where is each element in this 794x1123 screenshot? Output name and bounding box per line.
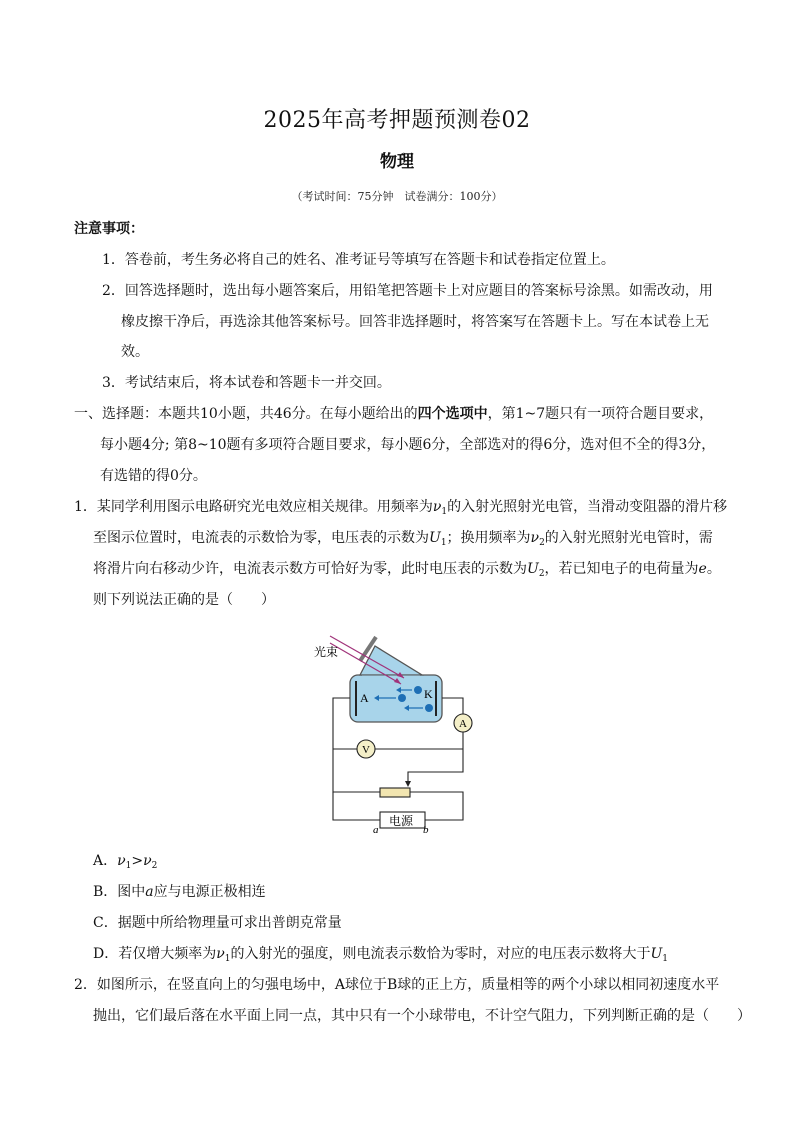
note-item-2-line3: 效。	[121, 344, 149, 360]
q1-l3-text-a: 将滑片向右移动少许，电流表示数方可恰好为零，此时电压表的示数为	[93, 561, 527, 577]
u-symbol: U	[429, 530, 441, 546]
section1-line1	[74, 404, 713, 424]
q1-l1-text-b: 的入射光照射光电管，当滑动变阻器的滑片移	[447, 499, 728, 515]
gt-symbol: >	[131, 853, 144, 869]
note-item-2-line1: 2．回答选择题时，选出每小题答案后，用铅笔把答题卡上对应题目的答案标号涂黑。如需改动，用	[102, 283, 713, 299]
e-symbol: e	[698, 561, 707, 577]
subscript: 1	[662, 954, 669, 964]
section1-text-a: 本题共10小题，共46分。在每小题给出的	[158, 406, 418, 422]
notes-heading: 注意事项：	[74, 221, 144, 237]
nu-symbol: ν	[117, 853, 126, 869]
subscript: 1	[224, 954, 231, 964]
u-symbol: U	[527, 561, 539, 577]
voltmeter-label: V	[362, 744, 370, 756]
q1-line4: 则下列说法正确的是（ ）	[93, 592, 275, 608]
electron-2	[398, 694, 406, 702]
subscript: 2	[538, 569, 545, 579]
nu-symbol: ν	[432, 499, 442, 515]
section1-text-c: ，第1~7题只有一项符合题目要求，	[487, 406, 714, 422]
ammeter-label: A	[459, 718, 467, 730]
q1-option-a	[93, 851, 157, 876]
subscript: 1	[440, 538, 447, 548]
photoelectric-circuit-figure	[300, 632, 480, 842]
q1-l3-text-c: 。	[706, 561, 721, 577]
q1-l1-text-a: 1．某同学利用图示电路研究光电效应相关规律。用频率为	[74, 499, 433, 515]
note-item-3: 3．考试结束后，将本试卷和答题卡一并交回。	[102, 375, 391, 391]
q1-option-d	[93, 944, 668, 969]
section1-line3: 有选错的得0分。	[100, 468, 207, 484]
q1-l3-text-b: ，若已知电子的电荷量为	[544, 561, 699, 577]
subscript: 2	[151, 861, 158, 871]
anode-label: A	[360, 691, 369, 705]
q2-line2: 抛出，它们最后落在水平面上同一点，其中只有一个小球带电，不计空气阻力，下列判断正确的是（ ）	[93, 1008, 751, 1024]
section1-line2: 每小题4分; 第8~10题有多项符合题目要求，每小题6分，全部选对的得6分，选对但不全的得3分，	[100, 437, 716, 453]
u-symbol: U	[650, 946, 663, 962]
terminal-b-label: b	[423, 824, 429, 836]
power-source-label: 电源	[389, 814, 414, 828]
option-d-text-b: 的入射光的强度，则电流表示数恰为零时，对应的电压表示数将大于	[230, 946, 651, 962]
note-item-2-line2: 橡皮擦干净后，再选涂其他答案标号。回答非选择题时，将答案写在答题卡上。写在本试卷上无	[121, 314, 709, 330]
cathode-label: K	[424, 687, 433, 701]
section1-text-bold: 四个选项中	[417, 406, 488, 422]
nu-symbol: ν	[216, 946, 225, 962]
subject-title: 物理	[380, 152, 414, 172]
q1-line1	[74, 497, 727, 522]
q1-line3	[93, 559, 721, 584]
exam-time-info: （考试时间：75分钟 试卷满分：100分）	[291, 190, 503, 203]
option-a-label: A．	[93, 853, 118, 869]
light-beam-label: 光束	[314, 645, 339, 659]
q1-option-b	[93, 882, 266, 902]
option-d-text-a: D．若仅增大频率为	[93, 946, 217, 962]
subscript: 1	[125, 861, 132, 871]
q1-line2	[93, 528, 713, 553]
electron-1	[414, 686, 422, 694]
rheostat	[380, 788, 410, 797]
section1-label: 一、选择题：	[74, 406, 158, 422]
nu-symbol: ν	[143, 853, 152, 869]
option-b-text-b: 应与电源正极相连	[153, 884, 266, 900]
q1-l2-text-a: 至图示位置时，电流表的示数恰为零，电压表的示数为	[93, 530, 429, 546]
q1-l2-text-c: 的入射光照射光电管时，需	[544, 530, 713, 546]
q1-option-c: C．据题中所给物理量可求出普朗克常量	[93, 915, 342, 931]
nu-symbol: ν	[530, 530, 540, 546]
option-b-text-a: B．图中	[93, 884, 146, 900]
q1-l2-text-b: ；换用频率为	[446, 530, 531, 546]
exam-title: 2025年高考押题预测卷02	[263, 108, 531, 133]
note-item-1: 1．答卷前，考生务必将自己的姓名、准考证号等填写在答题卡和试卷指定位置上。	[102, 252, 615, 268]
terminal-a-label: a	[373, 824, 379, 836]
subscript: 2	[539, 538, 545, 548]
subscript: 1	[441, 507, 448, 517]
a-symbol: a	[145, 884, 154, 900]
electron-3	[425, 704, 433, 712]
q2-line1: 2．如图所示，在竖直向上的匀强电场中，A球位于B球的正上方，质量相等的两个小球以相同初速度水平	[74, 977, 720, 993]
